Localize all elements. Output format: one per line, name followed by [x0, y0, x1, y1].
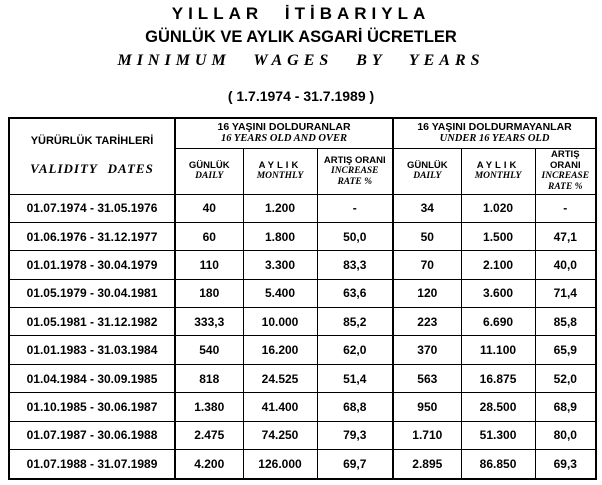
validity-dates-cell: 01.05.1979 - 30.04.1981 [9, 279, 175, 307]
monthly-under16-cell: 86.850 [461, 450, 535, 479]
monthly-under16-cell: 3.600 [461, 279, 535, 307]
monthly-under16-cell: 1.020 [461, 194, 535, 222]
rate-under16-cell: 52,0 [535, 364, 596, 392]
daily-over16-cell: 1.380 [175, 393, 243, 421]
title-turkish-wages: GÜNLÜK VE AYLIK ASGARİ ÜCRETLER [145, 28, 457, 46]
monthly-under16-cell: 6.690 [461, 308, 535, 336]
rate-under16-cell: 80,0 [535, 421, 596, 449]
table-row [9, 222, 596, 250]
monthly-under16-cell: 11.100 [461, 336, 535, 364]
col-daily-over16: GÜNLÜK DAILY [175, 148, 243, 194]
monthly-over16-cell: 1.800 [243, 222, 317, 250]
monthly-under16-cell: 28.500 [461, 393, 535, 421]
daily-over16-cell: 540 [175, 336, 243, 364]
col-daily-under16: GÜNLÜK DAILY [393, 148, 461, 194]
daily-under16-cell: 950 [393, 393, 461, 421]
monthly-over16-cell: 5.400 [243, 279, 317, 307]
validity-dates-cell: 01.07.1974 - 31.05.1976 [9, 194, 175, 222]
validity-dates-cell: 01.06.1976 - 31.12.1977 [9, 222, 175, 250]
rate-under16-cell: 68,9 [535, 393, 596, 421]
group-under-16-header: 16 YAŞINI DOLDURMAYANLAR UNDER 16 YEARS OLD [393, 118, 596, 148]
validity-dates-cell: 01.01.1978 - 30.04.1979 [9, 251, 175, 279]
daily-under16-cell: 50 [393, 222, 461, 250]
monthly-over16-cell: 126.000 [243, 450, 317, 479]
daily-under16-cell: 120 [393, 279, 461, 307]
daily-over16-cell: 2.475 [175, 421, 243, 449]
rate-over16-cell: - [317, 194, 393, 222]
monthly-over16-cell: 16.200 [243, 336, 317, 364]
rate-over16-cell: 63,6 [317, 279, 393, 307]
validity-dates-cell: 01.07.1988 - 31.07.1989 [9, 450, 175, 479]
table-row [9, 393, 596, 421]
rate-over16-cell: 50,0 [317, 222, 393, 250]
col-rate-over16: ARTIŞ ORANI INCREASE RATE % [317, 148, 393, 194]
col-monthly-over16: AYLIK MONTHLY [243, 148, 317, 194]
validity-dates-cell: 01.01.1983 - 31.03.1984 [9, 336, 175, 364]
rate-over16-cell: 68,8 [317, 393, 393, 421]
wage-rows [9, 194, 596, 479]
table-row [9, 336, 596, 364]
rate-over16-cell: 62,0 [317, 336, 393, 364]
rate-over16-cell: 85,2 [317, 308, 393, 336]
table-row [9, 194, 596, 222]
validity-dates-cell: 01.10.1985 - 30.06.1987 [9, 393, 175, 421]
table-row [9, 279, 596, 307]
daily-under16-cell: 1.710 [393, 421, 461, 449]
validity-dates-cell: 01.07.1987 - 30.06.1988 [9, 421, 175, 449]
daily-under16-cell: 2.895 [393, 450, 461, 479]
monthly-under16-cell: 1.500 [461, 222, 535, 250]
col-rate-under16: ARTIŞ ORANI INCREASE RATE % [535, 148, 596, 194]
daily-under16-cell: 370 [393, 336, 461, 364]
monthly-over16-cell: 74.250 [243, 421, 317, 449]
monthly-under16-cell: 16.875 [461, 364, 535, 392]
daily-over16-cell: 818 [175, 364, 243, 392]
validity-dates-cell: 01.05.1981 - 31.12.1982 [9, 308, 175, 336]
validity-dates-cell: 01.04.1984 - 30.09.1985 [9, 364, 175, 392]
minimum-wages-table [8, 117, 597, 480]
daily-under16-cell: 563 [393, 364, 461, 392]
daily-under16-cell: 34 [393, 194, 461, 222]
rate-under16-cell: 47,1 [535, 222, 596, 250]
rate-over16-cell: 51,4 [317, 364, 393, 392]
rate-under16-cell: 65,9 [535, 336, 596, 364]
daily-over16-cell: 4.200 [175, 450, 243, 479]
table-row [9, 308, 596, 336]
table-row [9, 364, 596, 392]
col-monthly-under16: AYLIK MONTHLY [461, 148, 535, 194]
monthly-under16-cell: 51.300 [461, 421, 535, 449]
title-english: MINIMUM WAGES BY YEARS [117, 52, 485, 69]
daily-under16-cell: 70 [393, 251, 461, 279]
rate-under16-cell: 40,0 [535, 251, 596, 279]
daily-over16-cell: 60 [175, 222, 243, 250]
daily-over16-cell: 110 [175, 251, 243, 279]
daily-over16-cell: 180 [175, 279, 243, 307]
monthly-over16-cell: 10.000 [243, 308, 317, 336]
monthly-over16-cell: 1.200 [243, 194, 317, 222]
rate-under16-cell: 71,4 [535, 279, 596, 307]
table-row [9, 251, 596, 279]
monthly-over16-cell: 3.300 [243, 251, 317, 279]
table-row [9, 450, 596, 479]
rate-under16-cell: - [535, 194, 596, 222]
rate-under16-cell: 69,3 [535, 450, 596, 479]
monthly-under16-cell: 2.100 [461, 251, 535, 279]
rate-under16-cell: 85,8 [535, 308, 596, 336]
rate-over16-cell: 79,3 [317, 421, 393, 449]
title-period: ( 1.7.1974 - 31.7.1989 ) [227, 88, 375, 104]
title-turkish-years: YILLAR İTİBARIYLA [171, 4, 431, 23]
daily-under16-cell: 223 [393, 308, 461, 336]
daily-over16-cell: 40 [175, 194, 243, 222]
daily-over16-cell: 333,3 [175, 308, 243, 336]
table-row [9, 421, 596, 449]
group-over-16-header: 16 YAŞINI DOLDURANLAR 16 YEARS OLD AND OVER [175, 118, 393, 148]
rate-over16-cell: 69,7 [317, 450, 393, 479]
validity-dates-header: YÜRÜRLÜK TARİHLERİ VALIDITY DATES [9, 118, 175, 194]
rate-over16-cell: 83,3 [317, 251, 393, 279]
monthly-over16-cell: 41.400 [243, 393, 317, 421]
monthly-over16-cell: 24.525 [243, 364, 317, 392]
